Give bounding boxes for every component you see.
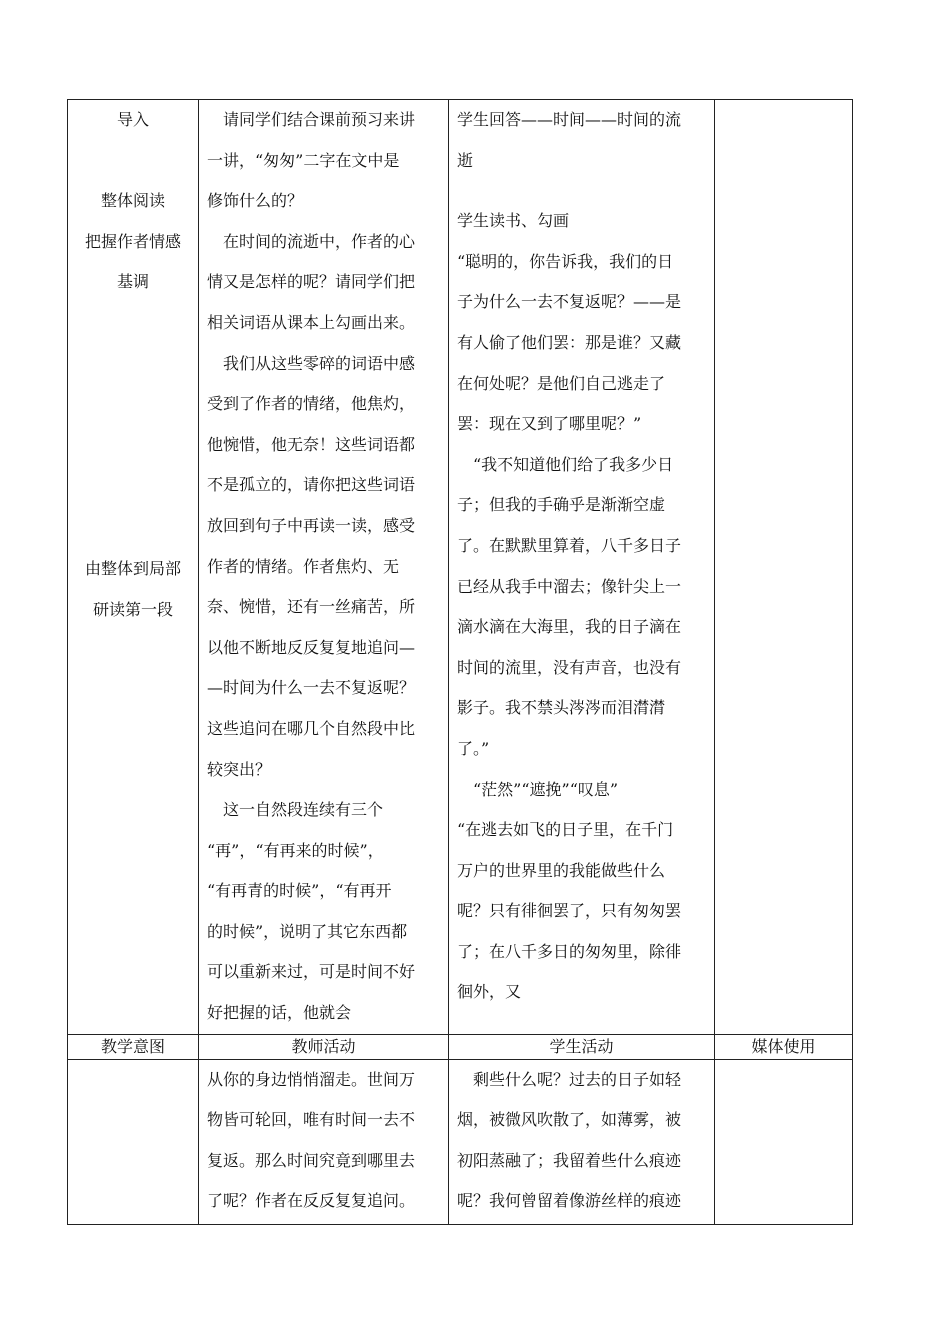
text-line: 从你的身边悄悄溜走。世间万 <box>207 1069 416 1089</box>
text-line: 呢？我何曾留着像游丝样的痕迹 <box>457 1191 682 1211</box>
table-row <box>68 1059 853 1224</box>
text-line: 由整体到局部 <box>84 558 181 578</box>
text-line: 放回到句子中再读一读，感受 <box>207 515 416 535</box>
text-line: 了呢？作者在反反复复追问。 <box>207 1191 416 1211</box>
text-line: 剩些什么呢？过去的日子如轻 <box>473 1069 682 1089</box>
text-line: 他惋惜，他无奈！这些词语都 <box>207 434 416 454</box>
text-line: 情又是怎样的呢？请同学们把 <box>207 272 416 292</box>
text-line: 修饰什么的？ <box>207 191 304 211</box>
text-line: 好把握的话，他就会 <box>207 1003 352 1023</box>
text-line: 学生读书、勾画 <box>457 211 570 231</box>
text-line: 作者的情绪。作者焦灼、无 <box>207 556 400 576</box>
header-student: 学生活动 <box>449 1034 715 1059</box>
teacher-activity-cell <box>199 100 449 1035</box>
text-line: 物皆可轮回，唯有时间一去不 <box>207 1110 416 1130</box>
text-line: 研读第一段 <box>92 599 173 619</box>
student-activity-text <box>449 1060 714 1222</box>
text-line: 整体阅读 <box>100 191 165 211</box>
text-line: “聪明的，你告诉我，我们的日 <box>457 251 674 271</box>
text-line: 已经从我手中溜去；像针尖上一 <box>457 576 682 596</box>
teacher-activity-text <box>199 1060 448 1222</box>
text-line: “有再青的时候”，“有再开 <box>207 881 392 901</box>
header-media: 媒体使用 <box>715 1034 853 1059</box>
media-cell <box>715 100 853 1035</box>
student-activity-cell <box>449 100 715 1035</box>
text-line: “在逃去如飞的日子里，在千门 <box>457 820 674 840</box>
intent-text-bottom <box>68 549 198 630</box>
text-line: 以他不断地反反复复地追问— <box>207 637 416 657</box>
lesson-plan-table <box>67 99 853 1225</box>
text-line: 时间的流里，没有声音，也没有 <box>457 657 682 677</box>
text-line: 在时间的流逝中，作者的心 <box>223 231 416 251</box>
text-line: 万户的世界里的我能做些什么 <box>457 860 666 880</box>
text-line: “我不知道他们给了我多少日 <box>473 454 674 474</box>
header-teacher: 教师活动 <box>199 1034 449 1059</box>
text-line: 把握作者情感 <box>84 231 181 251</box>
text-line: 复返。那么时间究竟到哪里去 <box>207 1150 416 1170</box>
intent-cell <box>68 100 199 1035</box>
text-line: 子为什么一去不复返呢？——是 <box>457 292 682 312</box>
text-line: 请同学们结合课前预习来讲 <box>223 110 416 129</box>
header-intent: 教学意图 <box>68 1034 199 1059</box>
text-line: 奈、惋惜，还有一丝痛苦，所 <box>207 597 416 617</box>
text-line: 基调 <box>116 272 149 292</box>
student-activity-text <box>449 201 714 1013</box>
text-line: 受到了作者的情绪，他焦灼， <box>207 394 416 414</box>
text-line: 我们从这些零碎的词语中感 <box>223 353 416 373</box>
text-line: 这些追问在哪几个自然段中比 <box>207 718 416 738</box>
text-line: 了。” <box>457 738 490 758</box>
media-cell <box>715 1059 853 1224</box>
text-line: 这一自然段连续有三个 <box>223 800 384 820</box>
text-line: 导入 <box>116 110 149 129</box>
text-line: 了。在默默里算着，八千多日子 <box>457 535 682 555</box>
text-line: 的时候”，说明了其它东西都 <box>207 921 408 941</box>
text-line: 初阳蒸融了；我留着些什么痕迹 <box>457 1150 682 1170</box>
text-line: 较突出？ <box>207 759 272 779</box>
text-line: 学生回答——时间——时间的流 <box>457 110 682 129</box>
text-line: 了；在八千多日的匆匆里，除徘 <box>457 941 682 961</box>
text-line: 罢：现在又到了哪里呢？” <box>457 414 642 434</box>
text-line: 影子。我不禁头涔涔而泪潸潸 <box>457 698 666 718</box>
text-line: 滴水滴在大海里，我的日子滴在 <box>457 617 682 637</box>
text-line: 有人偷了他们罢：那是谁？又藏 <box>457 332 682 352</box>
text-line: 相关词语从课本上勾画出来。 <box>207 312 416 332</box>
text-line: 逝 <box>457 150 474 170</box>
text-line: 徊外，又 <box>457 982 522 1002</box>
text-line: 子；但我的手确乎是渐渐空虚 <box>457 495 666 515</box>
text-line: “茫然”“遮挽”“叹息” <box>473 779 619 799</box>
intent-cell <box>68 1059 199 1224</box>
text-line: “再”，“有再来的时候”， <box>207 840 384 860</box>
text-line: 在何处呢？是他们自己逃走了 <box>457 373 666 393</box>
teacher-activity-text <box>199 100 448 1034</box>
student-activity-cell <box>449 1059 715 1224</box>
table-header-row <box>68 1034 853 1059</box>
intent-text-top <box>68 100 198 303</box>
text-line <box>68 141 198 182</box>
text-line: 可以重新来过，可是时间不好 <box>207 962 416 982</box>
text-line: —时间为什么一去不复返呢？ <box>207 678 416 698</box>
student-activity-text-top <box>449 100 714 181</box>
text-line: 烟，被微风吹散了，如薄雾，被 <box>457 1110 682 1130</box>
table-row <box>68 100 853 1035</box>
text-line: 不是孤立的，请你把这些词语 <box>207 475 416 495</box>
teacher-activity-cell <box>199 1059 449 1224</box>
text-line: 一讲，“匆匆”二字在文中是 <box>207 150 400 170</box>
text-line: 呢？只有徘徊罢了，只有匆匆罢 <box>457 901 682 921</box>
